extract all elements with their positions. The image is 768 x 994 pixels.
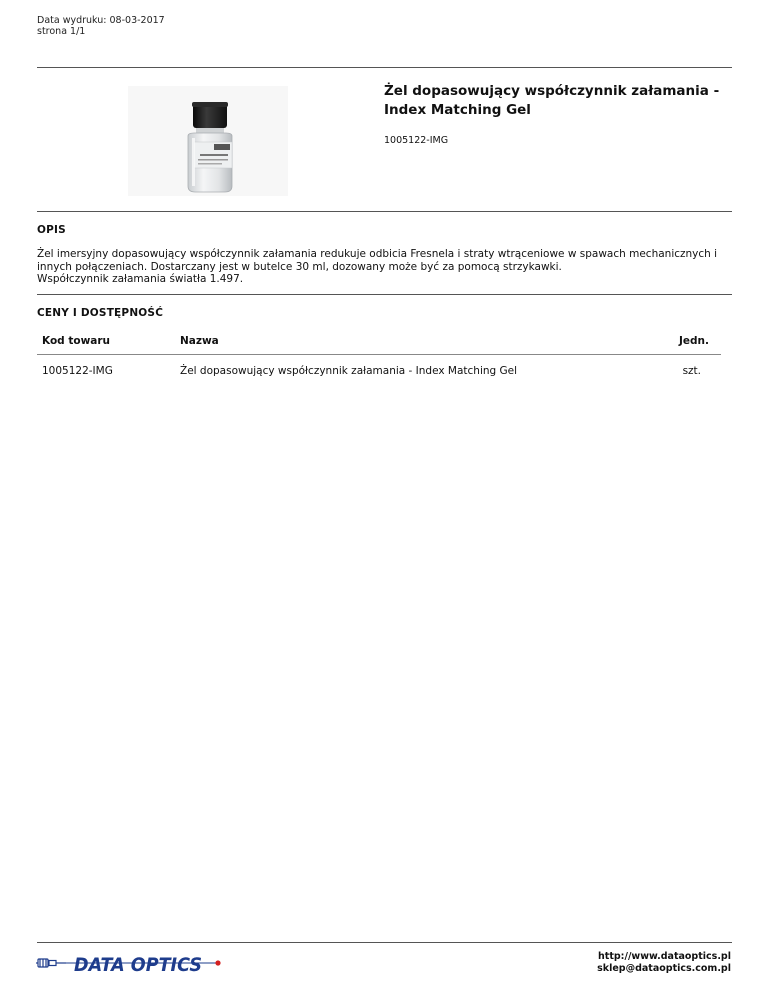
section-divider <box>37 294 732 295</box>
email-link[interactable]: sklep@dataoptics.com.pl <box>597 962 731 974</box>
header-divider <box>37 67 732 68</box>
pricing-heading: CENY I DOSTĘPNOŚĆ <box>37 307 164 319</box>
description-line: Współczynnik załamania światła 1.497. <box>37 273 244 285</box>
cell-name: Żel dopasowujący współczynnik załamania - Index Matching Gel <box>180 365 518 377</box>
section-divider <box>37 211 732 212</box>
footer-divider <box>37 942 732 943</box>
column-header-code: Kod towaru <box>42 335 111 347</box>
print-date: Data wydruku: 08-03-2017 <box>37 15 165 26</box>
column-header-name: Nazwa <box>180 335 219 347</box>
logo-text: DATA OPTICS <box>74 954 202 976</box>
description-text <box>37 248 727 286</box>
description-line: Żel imersyjny dopasowujący współczynnik załamania redukuje odbicia Fresnela i straty wtrąceniowe w spawach mechanicznych i <box>37 248 718 260</box>
page-number: strona 1/1 <box>37 26 86 37</box>
cell-code: 1005122-IMG <box>42 365 113 377</box>
cell-unit: szt. <box>682 365 701 377</box>
description-line: innych połączeniach. Dostarczany jest w butelce 30 ml, dozowany może być za pomocą strzykawki. <box>37 260 562 273</box>
column-header-unit: Jedn. <box>678 335 709 347</box>
table-header-rule <box>37 354 721 355</box>
data-optics-logo <box>36 950 226 976</box>
website-link[interactable]: http://www.dataoptics.pl <box>598 951 731 962</box>
product-code: 1005122-IMG <box>384 135 449 146</box>
print-info <box>37 15 165 37</box>
footer-contact <box>597 951 731 974</box>
product-title: Żel dopasowujący współczynnik załamania - Index Matching Gel <box>384 83 720 118</box>
description-heading: OPIS <box>37 224 66 236</box>
gel-bottle-image <box>128 86 288 196</box>
